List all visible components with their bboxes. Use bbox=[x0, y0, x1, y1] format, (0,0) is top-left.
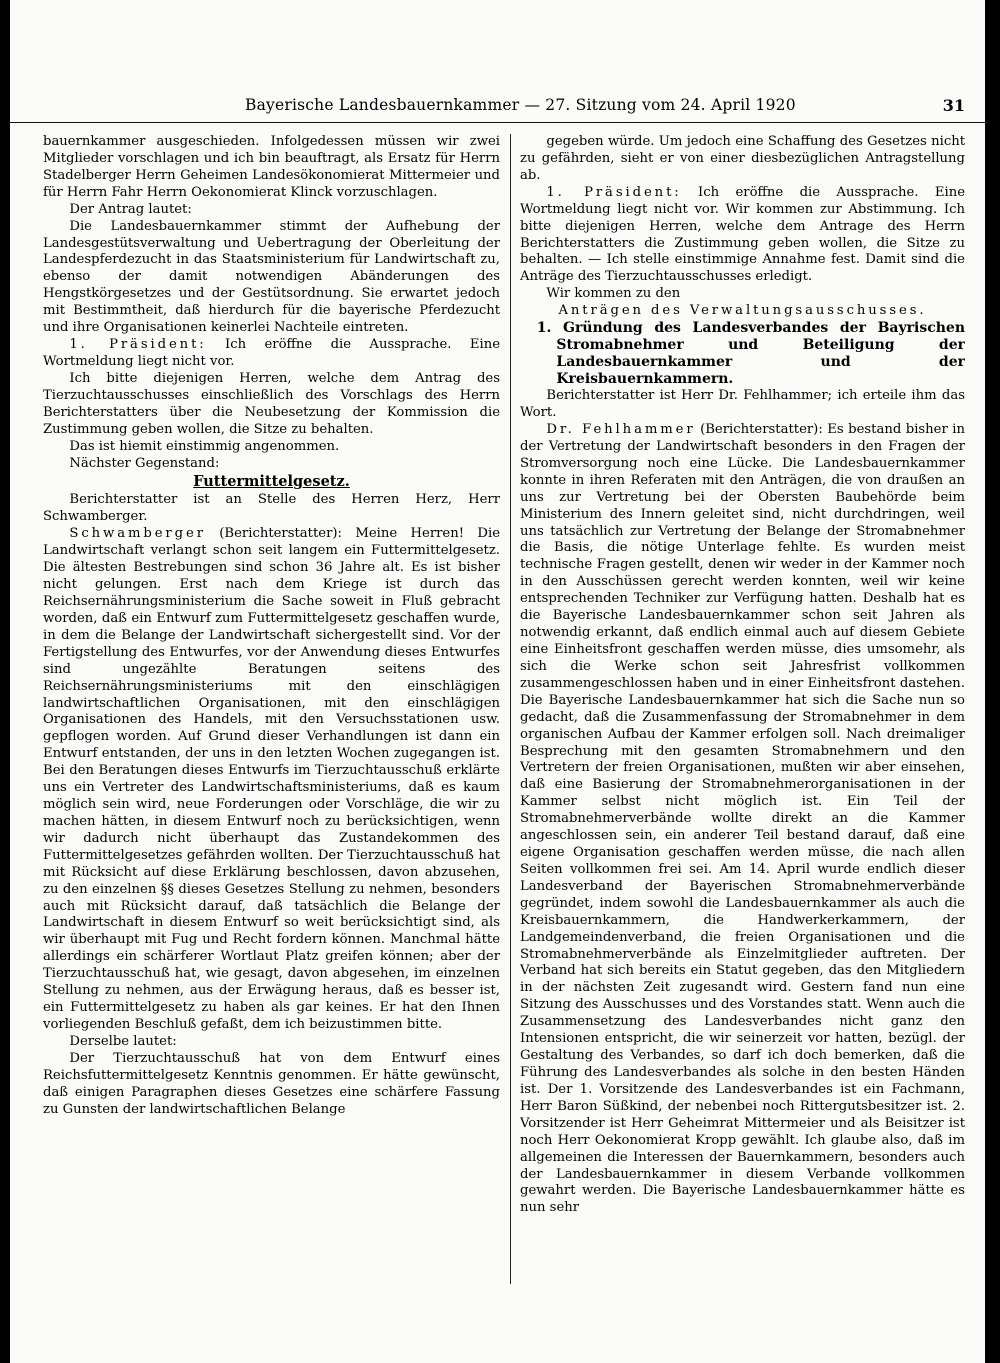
paragraph: Ich bitte diejenigen Herren, welche dem Antrag des Tierzuchtausschusses einschließlich des Vorschlags des Herrn Berichterstatters über die Neubesetzung der Kommission die Zustimmung geben wollen, die Sitze zu behalten. bbox=[43, 370, 500, 437]
speaker-name: 1. Präsident: bbox=[546, 184, 682, 200]
paragraph bbox=[43, 337, 500, 371]
section-heading: Futtermittelgesetz. bbox=[193, 473, 350, 491]
speech-text: Ich eröffne die Aussprache. Eine Wortmeldung liegt nicht vor. bbox=[43, 337, 500, 369]
paragraph: Derselbe lautet: bbox=[69, 1033, 177, 1049]
subsection-heading: Anträgen des Verwaltungsausschusses. bbox=[558, 303, 927, 319]
resolution-text: gegeben würde. Um jedoch eine Schaffung des Gesetzes nicht zu gefährden, sieht er von einer diesbezüglichen Antragstellung ab. bbox=[520, 134, 965, 183]
paragraph: Berichterstatter ist Herr Dr. Fehlhammer; ich erteile ihm das Wort. bbox=[520, 388, 965, 421]
speech-text: (Berichterstatter): Meine Herren! Die Landwirtschaft verlangt schon seit langem ein Futtermittelgesetz. Die ältesten Bestrebungen sind schon 36 Jahre alt. Es ist bisher nicht gelungen. Erst nach dem Kriege ist durch das Reichsernährungsministerium die Sache soweit in Fluß gebracht worden, daß ein Entwurf zum Futtermittelgesetz geschaffen wurde, in dem die Belange der Landwirtschaft sichergestellt sind. Vor der Fertigstellung des Entwurfes, vor der Anwendung dieses Entwurfes sind ungezählte Beratungen seitens des Reichsernährungsministeriums mit den einschlägigen landwirtschaftlichen Organisationen, mit den einschlägigen Organisationen des Handels, mit den Versuchsstationen usw. gepflogen worden. Auf Grund dieser Verhandlungen ist dann ein Entwurf entstanden, der uns in den letzten Wochen zugegangen ist. Bei den Beratungen dieses Entwurfs im Tierzuchtausschuß erklärte uns ein Vertreter des Landwirtschaftsministeriums, daß es kaum möglich sein wird, neue Forderungen oder Vorschläge, die wir zu machen hätten, in diesem Entwurf noch zu berücksichtigen, wenn wir dadurch nicht überhaupt das Zustandekommen des Futtermittelgesetzes gefährden wollten. Der Tierzuchtausschuß hat mit Rücksicht auf diese Erklärung beschlossen, davon abzusehen, zu den einzelnen §§ dieses Gesetzes Stellung zu nehmen, besonders auch mit Rücksicht darauf, daß tatsächlich die Belange der Landwirtschaft in diesem Entwurf so weit berücksichtigt sind, als wir überhaupt mit Fug und Recht fordern können. Manchmal hätte allerdings ein schärferer Wortlaut Platz greifen können; aber der Tierzuchtausschuß hat, wie gesagt, davon abgesehen, im einzelnen Stellung zu nehmen, aus der Erwägung heraus, daß es besser ist, ein Futtermittelgesetz zu haben als gar keines. Er hat den Ihnen vorliegenden Beschluß gefaßt, dem ich beizustimmen bitte. bbox=[43, 526, 500, 1033]
right-column bbox=[520, 134, 965, 1334]
paragraph bbox=[520, 422, 965, 1217]
paragraph: Berichterstatter ist an Stelle des Herren Herz, Herr Schwamberger. bbox=[43, 492, 500, 525]
speech-text: Ich eröffne die Aussprache. Eine Wortmeldung liegt nicht vor. Wir kommen zur Abstimmung. Ich bitte diejenigen Herren, welche dem Antrage des Herrn Berichterstatters die Zustimmung geben wollen, die Sitze zu behalten. — Ich stelle einstimmige Annahme fest. Damit sind die Anträge des Tierzuchtausschusses erledigt. bbox=[520, 184, 965, 285]
paragraph: Der Antrag lautet: bbox=[69, 201, 192, 217]
paragraph: bauernkammer ausgeschieden. Infolgedessen müssen wir zwei Mitglieder vorschlagen und ich bin beauftragt, als Ersatz für Herrn Stadelberger Herrn Geheimen Landesökonomierat Mittermeier und für Herrn Fahr Herrn Oekonomierat Klinck vorzuschlagen. bbox=[43, 134, 500, 200]
document-page bbox=[10, 0, 985, 1363]
paragraph: Das ist hiemit einstimmig angenommen. bbox=[69, 438, 340, 454]
motion-text: Die Landesbauernkammer stimmt der Aufhebung der Landesgestütsverwaltung und Uebertragung der Oberleitung der Landespferdezucht in das Staatsministerium für Landwirtschaft zu, ebenso der damit notwendigen Abänderungen des Hengstkörgesetzes und der Gestütsordnung. Sie erwartet jedoch mit Bestimmtheit, daß hierdurch für die bayerische Pferdezucht und ihre Organisationen keinerlei Nachteile eintreten. bbox=[43, 218, 500, 336]
speaker-name: Dr. Fehlhammer bbox=[546, 421, 696, 437]
running-title: Bayerische Landesbauernkammer — 27. Sitzung vom 24. April 1920 bbox=[245, 96, 796, 114]
paragraph bbox=[43, 526, 500, 1034]
page-header bbox=[10, 88, 985, 123]
page-number: 31 bbox=[942, 96, 965, 115]
speaker-name: 1. Präsident: bbox=[69, 337, 207, 353]
speech-text: (Berichterstatter): Es bestand bisher in der Vertretung der Landwirtschaft besonders in den Fragen der Stromversorgung noch eine Lücke. Die Landesbauernkammer konnte in ihren Referaten mit den Anträgen, die von draußen an uns zur Vertretung bei der Obersten Baubehörde beim Ministerium des Innern geleitet sind, nicht durchdringen, weil uns tatsächlich zur Vertretung der Belange der Stromabnehmer die Basis, die nötige Unterlage fehlte. Es wurden meist technische Fragen gestellt, denen wir weder in der Kammer noch in den Ausschüssen gerecht werden konnten, weil wir keine entsprechenden Techniker zur Verfügung hatten. Deshalb hat es die Bayerische Landesbauernkammer schon seit Jahren als notwendig erkannt, daß endlich einmal auch auf diesem Gebiete eine Einheitsfront geschaffen werden müsse, dies umsomehr, als sich die Werke schon seit Jahresfrist vollkommen zusammengeschlossen haben und in einer Einheitsfront dastehen. Die Bayerische Landesbauernkammer hat sich die Sache nun so gedacht, daß die Zusammenfassung der Stromabnehmer in dem organischen Aufbau der Kammer erfolgen soll. Nach dreimaliger Besprechung mit den gesamten Stromabnehmern und den Vertretern der freien Organisationen, mußten wir aber einsehen, daß eine Basierung der Stromabnehmerorganisationen in der Kammer selbst nicht möglich ist. Ein Teil der Stromabnehmerverbände wollte direkt an die Kammer angeschlossen sein, ein anderer Teil bestand darauf, daß eine eigene Organisation geschaffen werden müsse, die nach allen Seiten vollkommen frei sei. Am 14. April wurde endlich dieser Landesverband der Bayerischen Stromabnehmerverbände gegründet, indem sowohl die Landesbauernkammer als auch die Kreisbauernkammern, die Handwerkerkammern, der Landgemeindenverband, die freien Organisationen und die Stromabnehmerverbände als Einzelmitglieder auftreten. Der Verband hat sich bereits ein Statut gegeben, das den Mitgliedern in der nächsten Zeit zugesandt wird. Gestern fand nun eine Sitzung des Ausschusses und des Vorstandes statt. Wenn auch die Zusammensetzung des Landesverbandes nicht ganz den Intensionen entspricht, die wir seinerzeit vor hatten, bezügl. der Gestaltung des Verbandes, so darf ich doch bemerken, daß die Führung des Landesverbandes als solche in den besten Händen ist. Der 1. Vorsitzende des Landesverbandes ist ein Fachmann, Herr Baron Süßkind, der nebenbei noch Rittergutsbesitzer ist. 2. Vorsitzender ist Herr Geheimrat Mittermeier und als Beisitzer ist noch Herr Oekonomierat Kropp gewählt. Ich glaube also, daß im allgemeinen die Interessen der Bauernkammern, besonders auch der Landesbauernkammer in diesem Verbande vollkommen gewahrt werden. Die Bayerische Landesbauernkammer hätte es nun sehr bbox=[520, 421, 965, 1216]
speaker-name: Schwamberger bbox=[69, 526, 206, 542]
column-divider bbox=[510, 134, 511, 1284]
item-heading: 1. Gründung des Landesverbandes der Bayrischen Stromabnehmer und Beteiligung der Landesbauernkammer und der Kreisbauernkammern. bbox=[536, 320, 965, 388]
paragraph bbox=[520, 185, 965, 287]
resolution-text: Der Tierzuchtausschuß hat von dem Entwurf eines Reichsfuttermittelgesetz Kenntnis genommen. Er hätte gewünscht, daß einigen Paragraphen dieses Gesetzes eine schärfere Fassung zu Gunsten der landwirtschaftlichen Belange bbox=[43, 1050, 500, 1117]
paragraph: Nächster Gegenstand: bbox=[69, 455, 220, 471]
paragraph: Wir kommen zu den bbox=[546, 286, 681, 302]
left-column bbox=[43, 134, 500, 1334]
